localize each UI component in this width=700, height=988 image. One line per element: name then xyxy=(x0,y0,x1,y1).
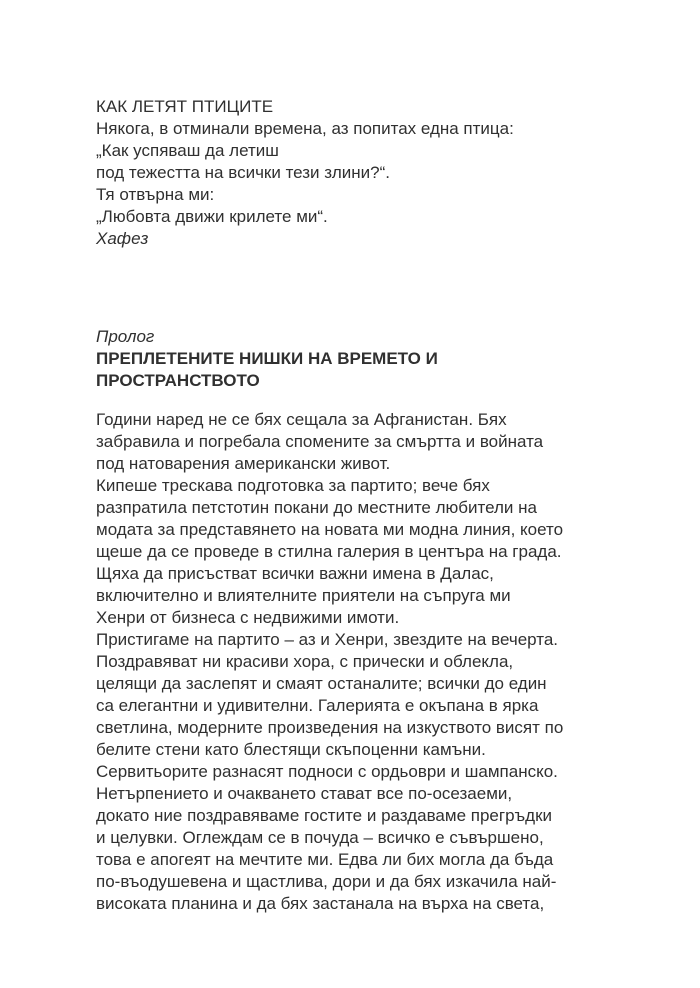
body-line: Хенри от бизнеса с недвижими имоти. xyxy=(96,608,400,627)
chapter-heading xyxy=(96,326,636,392)
body-line: Пристигаме на партито – аз и Хенри, звездите на вечерта. xyxy=(96,630,559,649)
chapter-title-line: ПРОСТРАНСТВОТО xyxy=(96,371,260,390)
epigraph-line: „Любовта движи крилете ми“. xyxy=(96,207,328,226)
body-line: това е апогеят на мечтите ми. Едва ли бих могла да бъда xyxy=(96,850,554,869)
body-line: по-въодушевена и щастлива, дори и да бях изкачила най- xyxy=(96,872,557,891)
epigraph-line: Някога, в отминали времена, аз попитах една птица: xyxy=(96,119,514,138)
body-line: Нетърпението и очакването стават все по-осезаеми, xyxy=(96,784,513,803)
body-line: Години наред не се бях сещала за Афганистан. Бях xyxy=(96,410,507,429)
body-line: са елегантни и удивителни. Галерията е окъпана в ярка xyxy=(96,696,539,715)
epigraph-author: Хафез xyxy=(96,229,149,248)
body-line: под натоварения американски живот. xyxy=(96,454,391,473)
body-line: забравила и погребала спомените за смъртта и войната xyxy=(96,432,544,451)
body-line: модата за представянето на новата ми модна линия, което xyxy=(96,520,564,539)
body-line: високата планина и да бях застанала на върха на света, xyxy=(96,894,545,913)
epigraph-line: под тежестта на всички тези злини?“. xyxy=(96,163,391,182)
body-line: белите стени като блестящи скъпоценни камъни. xyxy=(96,740,486,759)
body-text xyxy=(96,409,636,915)
epigraph-title: КАК ЛЕТЯТ ПТИЦИТЕ xyxy=(96,97,274,116)
body-line: включително и влиятелните приятели на съпруга ми xyxy=(96,586,511,605)
chapter-title-line: ПРЕПЛЕТЕНИТЕ НИШКИ НА ВРЕМЕТО И xyxy=(96,349,438,368)
chapter-label: Пролог xyxy=(96,327,155,346)
body-line: докато ние поздравяваме гостите и раздаваме прегръдки xyxy=(96,806,553,825)
body-line: и целувки. Оглеждам се в почуда – всичко е съвършено, xyxy=(96,828,544,847)
body-line: разпратила петстотин покани до местните любители на xyxy=(96,498,537,517)
epigraph xyxy=(96,96,636,250)
body-line: Поздравяват ни красиви хора, с прически и облекла, xyxy=(96,652,514,671)
epigraph-line: Тя отвърна ми: xyxy=(96,185,215,204)
body-line: Кипеше трескава подготовка за партито; вече бях xyxy=(96,476,490,495)
body-line: Щяха да присъстват всички важни имена в Далас, xyxy=(96,564,494,583)
document-page xyxy=(96,96,636,915)
body-line: целящи да заслепят и смаят останалите; всички до един xyxy=(96,674,547,693)
epigraph-line: „Как успяваш да летиш xyxy=(96,141,279,160)
body-line: Сервитьорите разнасят подноси с ордьоври и шампанско. xyxy=(96,762,558,781)
body-line: светлина, модерните произведения на изкуството висят по xyxy=(96,718,564,737)
body-line: щеше да се проведе в стилна галерия в центъра на града. xyxy=(96,542,562,561)
